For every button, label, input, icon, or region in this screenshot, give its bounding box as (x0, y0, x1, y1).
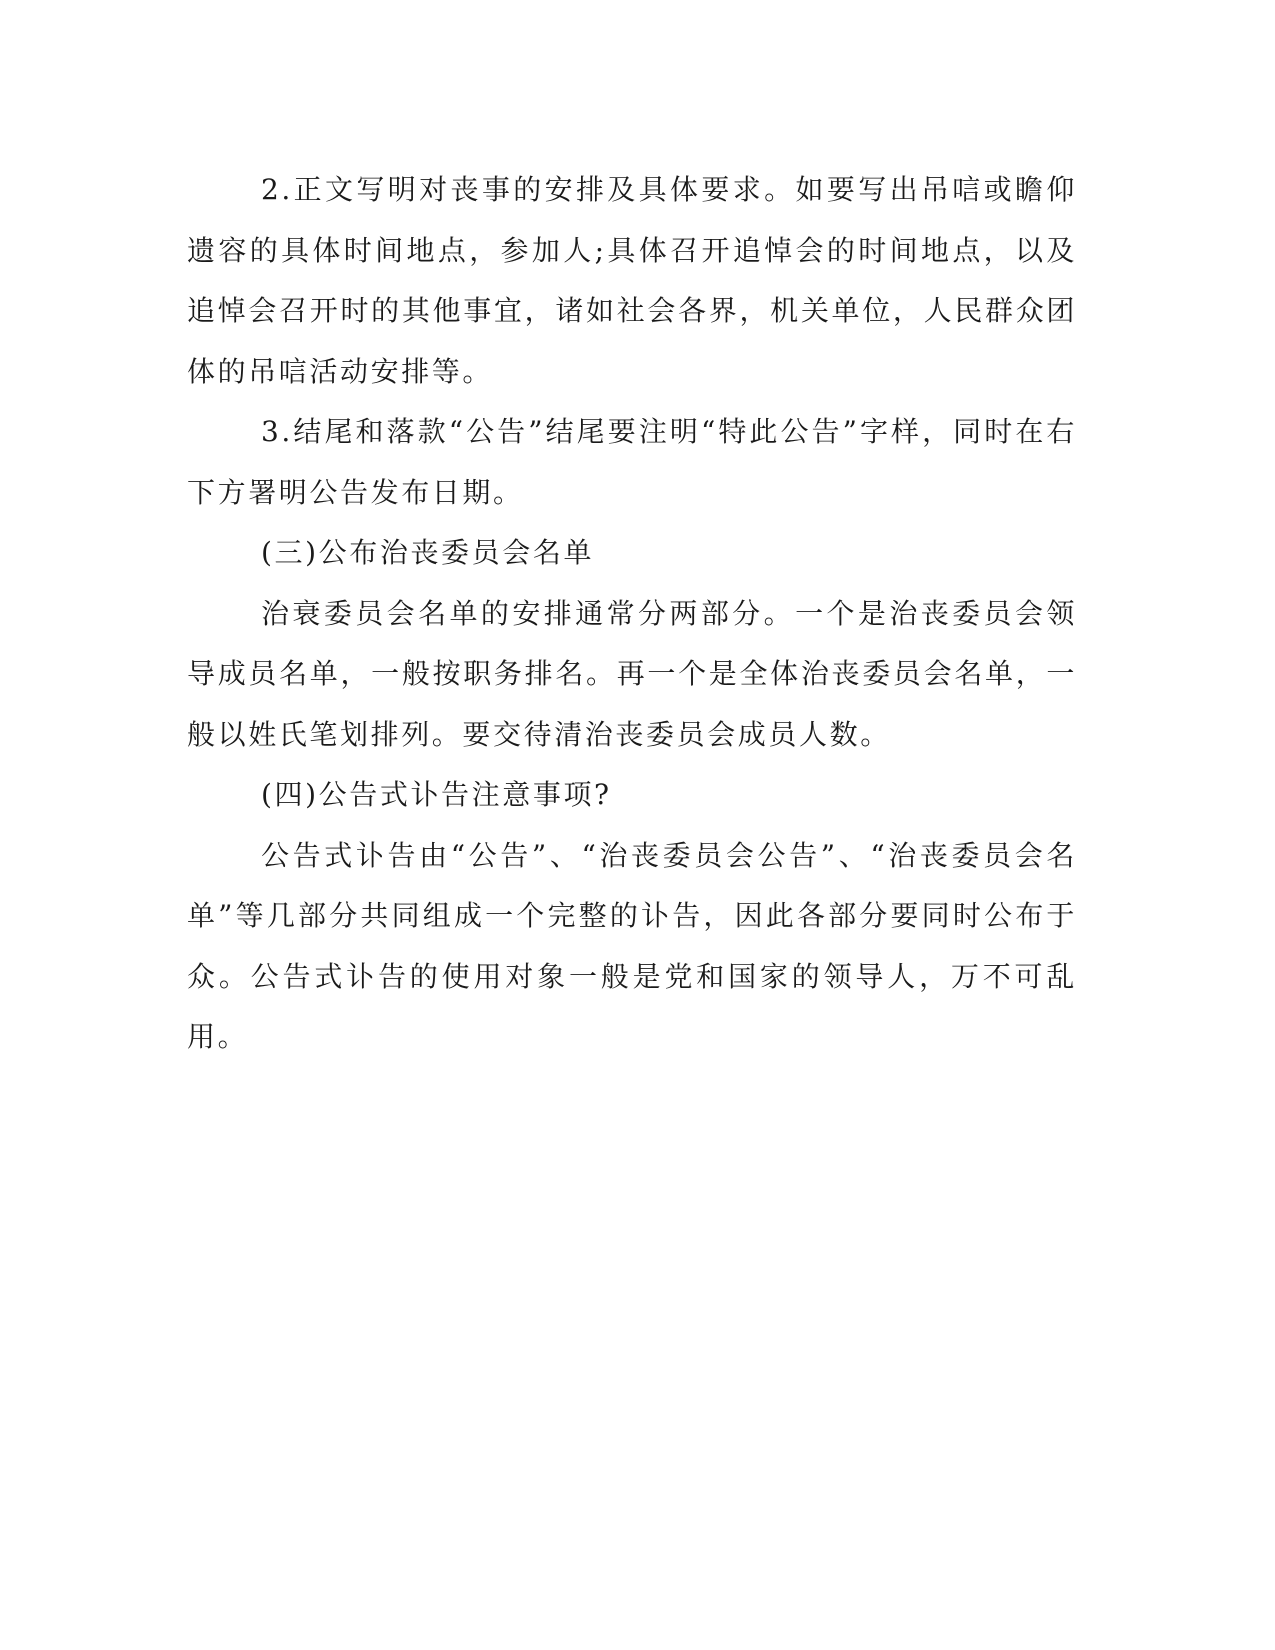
section-heading-notes: (四)公告式讣告注意事项? (261, 778, 612, 811)
section-heading-committee-list: (三)公布治丧委员会名单 (261, 536, 595, 569)
paragraph-body-requirements: 2.正文写明对丧事的安排及具体要求。如要写出吊唁或瞻仰遗容的具体时间地点，参加人;具体召开追悼会的时间地点，以及追悼会召开时的其他事宜，诸如社会各界，机关单位，人民群众团体的吊唁活动安排等。 (187, 173, 1077, 388)
paragraph-committee-list: 治衰委员会名单的安排通常分两部分。一个是治丧委员会领导成员名单，一般按职务排名。再一个是全体治丧委员会名单，一般以姓氏笔划排列。要交待清治丧委员会成员人数。 (187, 596, 1077, 751)
paragraph-ending-signature: 3.结尾和落款“公告”结尾要注明“特此公告”字样，同时在右下方署明公告发布日期。 (187, 415, 1077, 509)
document-body (187, 160, 1077, 1068)
paragraph-notes: 公告式讣告由“公告”、“治丧委员会公告”、“治丧委员会名单”等几部分共同组成一个完整的讣告，因此各部分要同时公布于众。公告式讣告的使用对象一般是党和国家的领导人，万不可乱用。 (187, 838, 1077, 1053)
